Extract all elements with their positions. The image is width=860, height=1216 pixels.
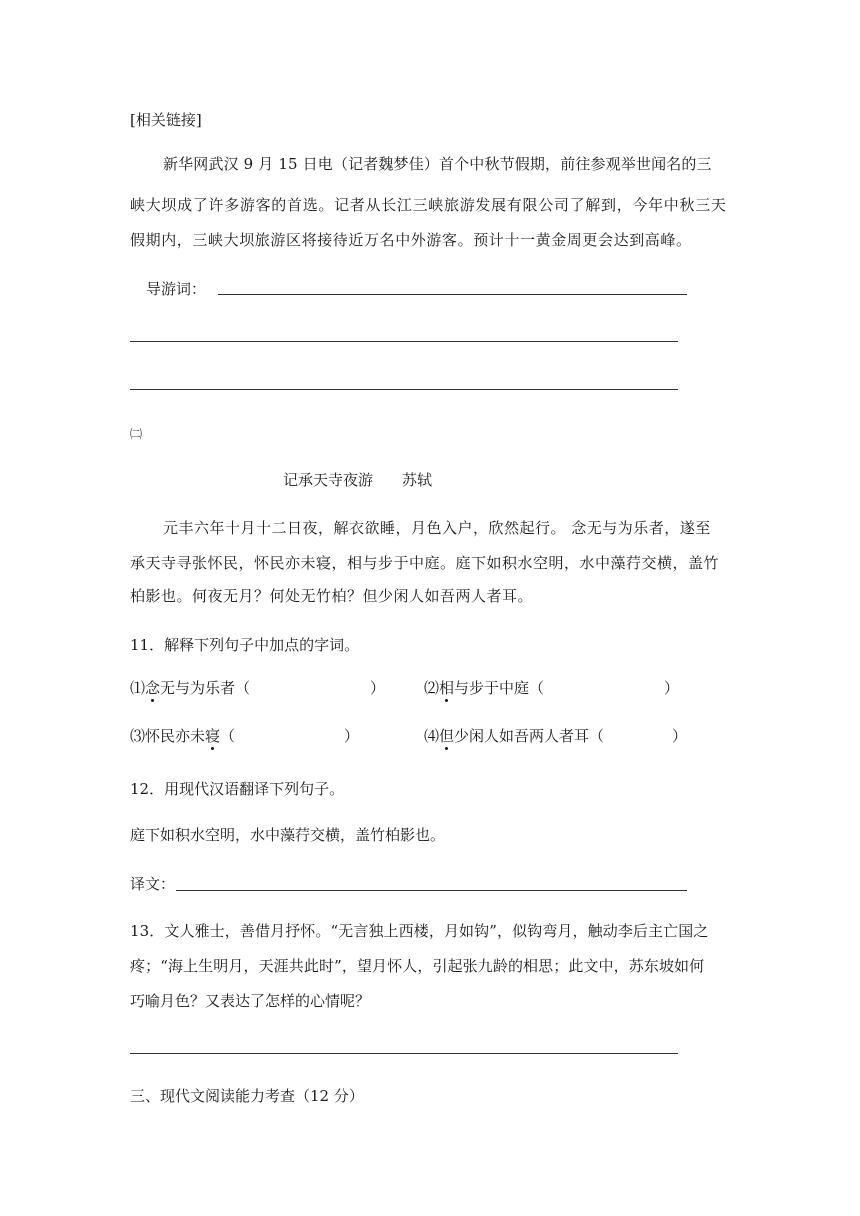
q11-item-3 xyxy=(130,725,235,747)
emphasis-dot-char: 但 xyxy=(439,727,455,745)
q11-item-4-pre: ⑷ xyxy=(424,727,440,745)
guide-label: 导游词： xyxy=(146,280,207,298)
news-line-2: 峡大坝成了许多游客的首选。记者从长江三峡旅游发展有限公司了解到，今年中秋三天 xyxy=(130,196,727,214)
q11-item-4-close: ） xyxy=(672,727,688,745)
q12-answer-label: 译文： xyxy=(130,875,176,893)
q12-sentence: 庭下如积水空明，水中藻荇交横，盖竹柏影也。 xyxy=(130,826,446,844)
q11-item-1-post: 无与为乐者（ xyxy=(160,679,251,697)
q11-item-3-post: （ xyxy=(220,727,236,745)
emphasis-dot-char: 寝 xyxy=(205,727,221,745)
poem-title: 记承天寺夜游 xyxy=(283,471,374,489)
q11-item-4-post: 少闲人如吾两人者耳（ xyxy=(454,727,605,745)
q11-item-2-pre: ⑵ xyxy=(424,679,440,697)
q11-item-4 xyxy=(424,725,604,747)
q11-item-2-post: 与步于中庭（ xyxy=(454,679,545,697)
q11-item-1-pre: ⑴ xyxy=(130,679,146,697)
q11-item-2 xyxy=(424,677,544,699)
poem-line-2: 承天寺寻张怀民，怀民亦未寝，相与步于中庭。庭下如积水空明，水中藻荇交横，盖竹 xyxy=(130,554,720,572)
news-line-1: 新华网武汉 9 月 15 日电（记者魏梦佳）首个中秋节假期，前往参观举世闻名的三 xyxy=(163,155,712,173)
news-line-3: 假期内，三峡大坝旅游区将接待近万名中外游客。预计十一黄金周更会达到高峰。 xyxy=(130,231,692,249)
q13-line-1: 13．文人雅士，善借月抒怀。“无言独上西楼，月如钩”，似钩弯月，触动李后主亡国之 xyxy=(130,922,709,940)
section-marker: ㈡ xyxy=(130,427,143,441)
section-3-heading: 三、现代文阅读能力考查（12 分） xyxy=(130,1087,364,1105)
q11-stem: 11．解释下列句子中加点的字词。 xyxy=(130,636,360,654)
poem-line-1: 元丰六年十月十二日夜，解衣欲睡，月色入户，欣然起行。 念无与为乐者，遂至 xyxy=(163,519,711,537)
poem-author: 苏轼 xyxy=(402,471,433,489)
guide-answer-line[interactable] xyxy=(130,389,678,390)
q11-item-1-close: ） xyxy=(370,679,386,697)
link-heading: [相关链接] xyxy=(130,111,202,129)
poem-line-3: 柏影也。何夜无月？何处无竹柏？但少闲人如吾两人者耳。 xyxy=(130,587,534,605)
q13-line-3: 巧喻月色？又表达了怎样的心情呢？ xyxy=(130,992,371,1010)
emphasis-dot-char: 相 xyxy=(439,679,455,697)
q11-item-3-close: ） xyxy=(344,727,360,745)
q11-item-3-pre: ⑶怀民亦未 xyxy=(130,727,206,745)
q12-answer-line[interactable] xyxy=(176,890,687,891)
guide-answer-line[interactable] xyxy=(130,341,678,342)
q13-answer-line[interactable] xyxy=(130,1053,678,1054)
emphasis-dot-char: 念 xyxy=(145,679,161,697)
guide-answer-line[interactable] xyxy=(218,294,687,295)
q13-line-2: 疼；“海上生明月，天涯共此时”，望月怀人，引起张九龄的相思；此文中，苏东坡如何 xyxy=(130,957,705,975)
q11-item-1 xyxy=(130,677,250,699)
q11-item-2-close: ） xyxy=(664,679,680,697)
q12-stem: 12．用现代汉语翻译下列句子。 xyxy=(130,780,345,798)
